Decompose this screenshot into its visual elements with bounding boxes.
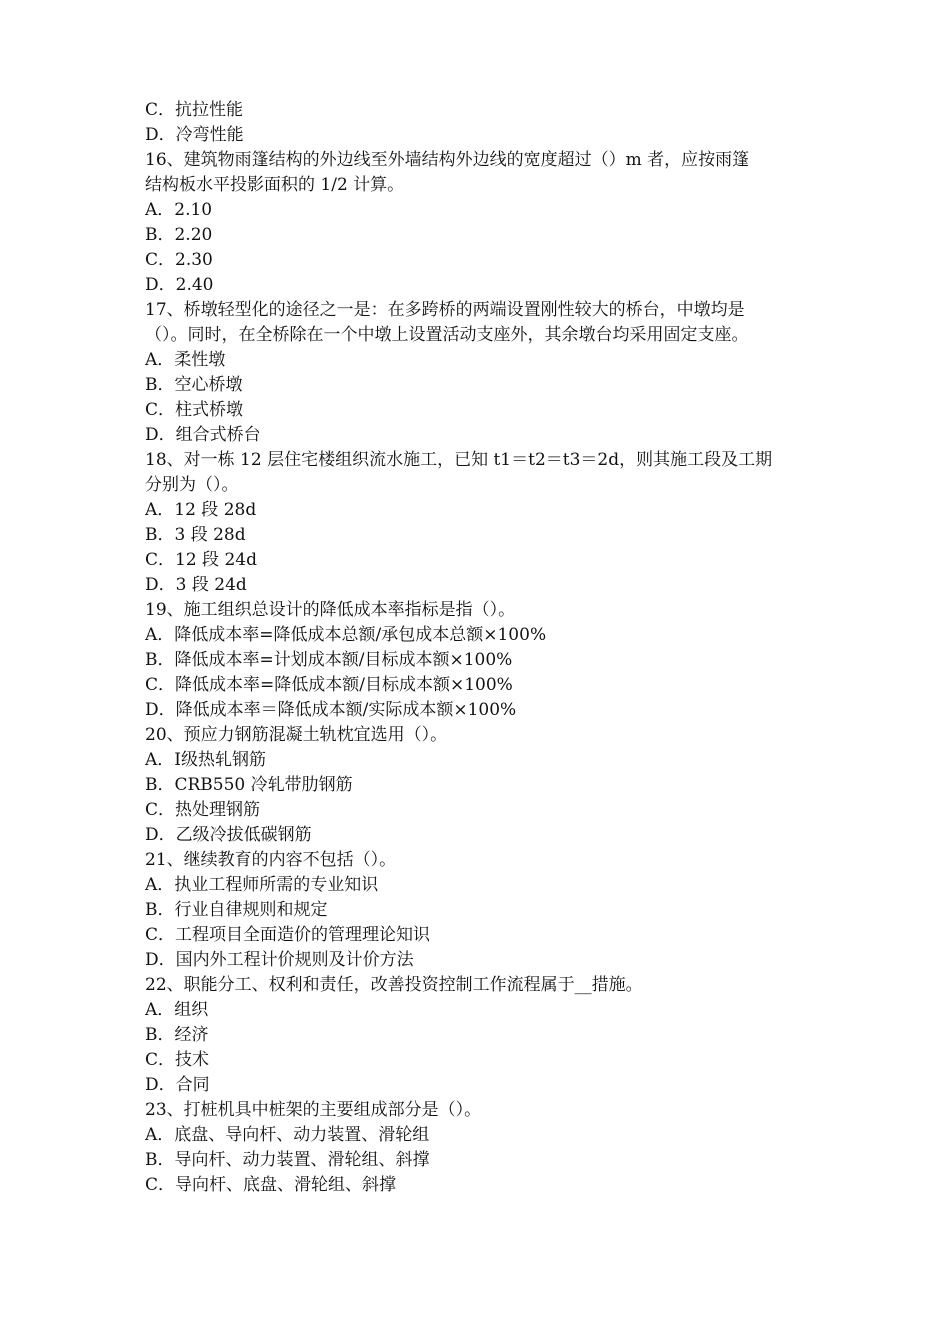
option-line: C．2.30	[145, 250, 213, 270]
option-line: D．乙级冷拔低碳钢筋	[145, 825, 312, 845]
text-line: D．冷弯性能	[145, 125, 244, 145]
option-line: B．2.20	[145, 225, 213, 245]
option-line: B．降低成本率=计划成本额/目标成本额×100%	[145, 650, 513, 670]
question-text: 18、对一栋 12 层住宅楼组织流水施工，已知 t1＝t2＝t3＝2d，则其施工段及工期	[145, 450, 773, 470]
question-text: 结构板水平投影面积的 1/2 计算。	[145, 175, 405, 195]
option-line: B．导向杆、动力装置、滑轮组、斜撑	[145, 1150, 430, 1170]
option-line: A．柔性墩	[145, 350, 226, 370]
question-text: 21、继续教育的内容不包括（）。	[145, 850, 397, 870]
question-text: 17、桥墩轻型化的途径之一是：在多跨桥的两端设置刚性较大的桥台，中墩均是	[145, 300, 745, 320]
option-line: D．组合式桥台	[145, 425, 261, 445]
option-line: A．Ⅰ级热轧钢筋	[145, 750, 266, 770]
option-line: C．工程项目全面造价的管理理论知识	[145, 925, 431, 945]
question-text: 分别为（）。	[145, 475, 239, 495]
option-line: B．经济	[145, 1025, 209, 1045]
question-text: 23、打桩机具中桩架的主要组成部分是（）。	[145, 1100, 482, 1120]
option-line: D．降低成本率＝降低成本额/实际成本额×100%	[145, 700, 517, 720]
option-line: A．12 段 28d	[145, 500, 257, 520]
option-line: A．2.10	[145, 200, 213, 220]
question-text: 22、职能分工、权利和责任，改善投资控制工作流程属于__措施。	[145, 975, 643, 995]
question-text: 20、预应力钢筋混凝土轨枕宜选用（）。	[145, 725, 448, 745]
option-line: D．合同	[145, 1075, 210, 1095]
option-line: D．3 段 24d	[145, 575, 247, 595]
option-line: A．执业工程师所需的专业知识	[145, 875, 379, 895]
question-text: 19、施工组织总设计的降低成本率指标是指（）。	[145, 600, 516, 620]
option-line: A．底盘、导向杆、动力装置、滑轮组	[145, 1125, 430, 1145]
option-line: B．3 段 28d	[145, 525, 246, 545]
option-line: D．2.40	[145, 275, 214, 295]
option-line: C．技术	[145, 1050, 210, 1070]
option-line: B．行业自律规则和规定	[145, 900, 328, 920]
option-line: B．空心桥墩	[145, 375, 243, 395]
option-line: C．12 段 24d	[145, 550, 257, 570]
option-line: B．CRB550 冷轧带肋钢筋	[145, 775, 353, 795]
option-line: D．国内外工程计价规则及计价方法	[145, 950, 414, 970]
question-text: （）。同时，在全桥除在一个中墩上设置活动支座外，其余墩台均采用固定支座。	[145, 325, 749, 345]
option-line: C．降低成本率=降低成本额/目标成本额×100%	[145, 675, 513, 695]
option-line: C．热处理钢筋	[145, 800, 261, 820]
option-line: A．组织	[145, 1000, 209, 1020]
text-line: C．抗拉性能	[145, 100, 244, 120]
option-line: A．降低成本率=降低成本总额/承包成本总额×100%	[145, 625, 547, 645]
option-line: C．柱式桥墩	[145, 400, 244, 420]
question-text: 16、建筑物雨篷结构的外边线至外墙结构外边线的宽度超过（）m 者，应按雨篷	[145, 150, 750, 170]
document-body	[145, 98, 815, 1198]
option-line: C．导向杆、底盘、滑轮组、斜撑	[145, 1175, 397, 1195]
